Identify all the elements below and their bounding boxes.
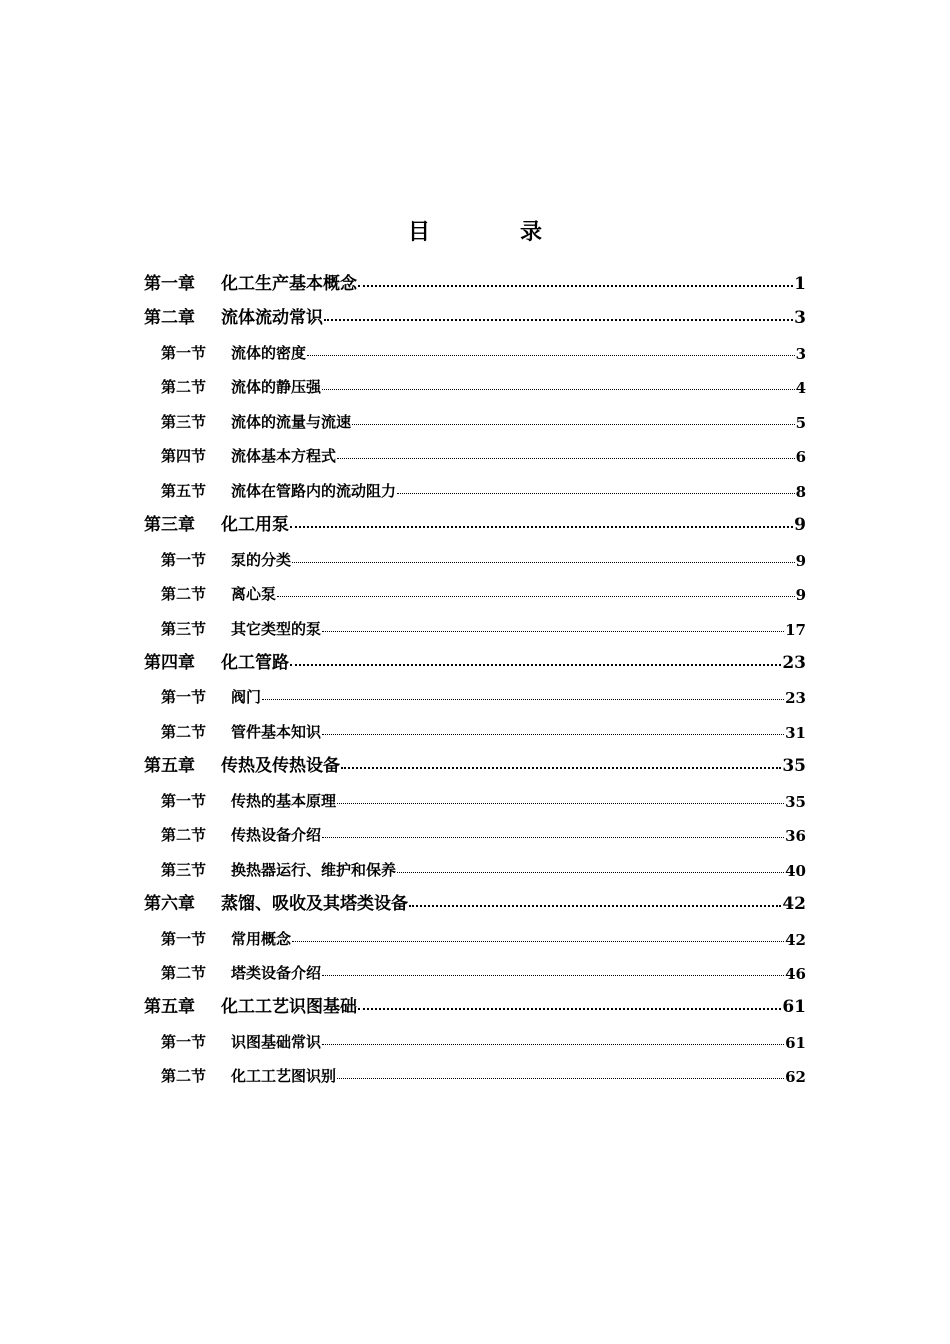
entry-title: 流体基本方程式 — [231, 447, 337, 466]
entry-title: 化工工艺识图基础 — [221, 997, 357, 1018]
toc-chapter-entry[interactable] — [144, 882, 806, 914]
entry-title: 其它类型的泵 — [231, 619, 322, 638]
toc-chapter-entry[interactable] — [144, 744, 806, 776]
toc-section-entry[interactable] — [161, 710, 806, 742]
entry-title: 传热的基本原理 — [231, 791, 337, 810]
dot-leader — [357, 985, 782, 1017]
entry-page-number: 1 — [794, 274, 806, 294]
toc-chapter-entry[interactable] — [144, 985, 806, 1017]
dot-leader — [396, 469, 796, 501]
entry-number: 第二节 — [161, 964, 207, 982]
entry-title: 常用概念 — [231, 929, 292, 948]
entry-number: 第二节 — [161, 378, 207, 397]
toc-section-entry[interactable] — [161, 607, 806, 639]
entry-page-number: 42 — [782, 894, 806, 915]
entry-number: 第四章 — [144, 652, 195, 673]
dot-leader — [289, 641, 782, 673]
entry-number: 第五节 — [161, 481, 207, 500]
entry-number: 第三节 — [161, 619, 207, 638]
entry-number: 第二节 — [161, 722, 207, 741]
entry-number: 第五章 — [144, 997, 195, 1018]
entry-title: 传热设备介绍 — [231, 826, 322, 845]
entry-page-number: 46 — [785, 965, 806, 983]
toc-section-entry[interactable] — [161, 572, 806, 604]
toc-chapter-entry[interactable] — [144, 296, 806, 328]
entry-page-number: 23 — [782, 652, 806, 673]
entry-number: 第三节 — [161, 412, 207, 431]
entry-title: 流体在管路内的流动阻力 — [231, 481, 397, 500]
entry-title: 化工生产基本概念 — [221, 274, 357, 294]
entry-title: 阀门 — [231, 688, 262, 707]
entry-number: 第一节 — [161, 929, 207, 948]
entry-title: 化工工艺图识别 — [231, 1067, 337, 1086]
toc-section-entry[interactable] — [161, 779, 806, 811]
entry-number: 第五章 — [144, 756, 195, 777]
toc-title-left: 目 — [407, 219, 430, 245]
entry-title: 化工用泵 — [221, 515, 289, 536]
entry-number: 第四节 — [161, 447, 207, 466]
toc-section-entry[interactable] — [161, 848, 806, 880]
dot-leader — [396, 848, 785, 880]
entry-title: 换热器运行、维护和保养 — [231, 860, 397, 879]
toc-section-entry[interactable] — [161, 1020, 806, 1052]
dot-leader — [408, 882, 782, 914]
toc-chapter-entry[interactable] — [144, 503, 806, 535]
dot-leader — [291, 538, 796, 570]
entry-page-number: 3 — [794, 308, 806, 329]
dot-leader — [357, 262, 794, 294]
entry-page-number: 9 — [794, 515, 806, 536]
dot-leader — [261, 675, 785, 707]
entry-page-number: 61 — [785, 1033, 806, 1052]
dot-leader — [336, 779, 785, 811]
entry-title: 离心泵 — [231, 585, 277, 604]
entry-number: 第一节 — [161, 688, 207, 707]
entry-page-number: 62 — [785, 1068, 806, 1087]
toc-section-entry[interactable] — [161, 331, 806, 363]
toc-chapter-entry[interactable] — [144, 641, 806, 673]
entry-page-number: 5 — [795, 413, 806, 432]
entry-page-number: 3 — [795, 344, 806, 363]
entry-number: 第一节 — [161, 1032, 207, 1051]
entry-title: 流体的密度 — [231, 343, 307, 362]
entry-number: 第一章 — [144, 274, 195, 294]
dot-leader — [323, 296, 794, 328]
entry-number: 第六章 — [144, 894, 195, 915]
dot-leader — [321, 951, 785, 983]
entry-page-number: 42 — [785, 930, 806, 949]
entry-title: 传热及传热设备 — [221, 756, 340, 777]
entry-page-number: 8 — [795, 482, 806, 501]
entry-number: 第三节 — [161, 860, 207, 879]
entry-number: 第一节 — [161, 550, 207, 569]
toc-section-entry[interactable] — [161, 951, 806, 983]
toc-section-entry[interactable] — [161, 538, 806, 570]
toc-title — [0, 214, 950, 250]
entry-title: 化工管路 — [221, 652, 289, 673]
entry-number: 第二节 — [161, 585, 207, 604]
dot-leader — [321, 710, 785, 742]
entry-page-number: 9 — [795, 551, 806, 570]
entry-title: 塔类设备介绍 — [231, 964, 322, 982]
toc-section-entry[interactable] — [161, 365, 806, 397]
entry-title: 流体的静压强 — [231, 378, 322, 397]
toc-section-entry[interactable] — [161, 813, 806, 845]
dot-leader — [306, 331, 796, 363]
dot-leader — [321, 607, 785, 639]
entry-title: 识图基础常识 — [231, 1032, 322, 1051]
dot-leader — [351, 400, 796, 432]
toc-section-entry[interactable] — [161, 917, 806, 949]
dot-leader — [340, 744, 782, 776]
entry-title: 流体流动常识 — [221, 308, 323, 329]
dot-leader — [321, 1020, 785, 1052]
toc-chapter-entry[interactable] — [144, 262, 806, 294]
dot-leader — [321, 365, 796, 397]
entry-page-number: 40 — [785, 861, 806, 880]
dot-leader — [291, 917, 785, 949]
entry-number: 第二节 — [161, 1067, 207, 1086]
entry-number: 第一节 — [161, 791, 207, 810]
entry-page-number: 4 — [795, 379, 806, 398]
entry-number: 第三章 — [144, 515, 195, 536]
entry-title: 管件基本知识 — [231, 722, 322, 741]
entry-title: 流体的流量与流速 — [231, 412, 352, 431]
entry-number: 第二节 — [161, 826, 207, 845]
entry-page-number: 61 — [782, 997, 806, 1018]
entry-page-number: 35 — [785, 792, 806, 811]
toc-title-right: 录 — [520, 219, 543, 245]
entry-page-number: 36 — [785, 827, 806, 846]
entry-title: 泵的分类 — [231, 550, 292, 569]
dot-leader — [321, 813, 785, 845]
entry-number: 第二章 — [144, 308, 195, 329]
entry-page-number: 6 — [795, 448, 806, 467]
entry-page-number: 31 — [785, 723, 806, 742]
entry-number: 第一节 — [161, 343, 207, 362]
toc-section-entry[interactable] — [161, 400, 806, 432]
entry-title: 蒸馏、吸收及其塔类设备 — [221, 894, 408, 915]
entry-page-number: 35 — [782, 756, 806, 777]
toc-section-entry[interactable] — [161, 1054, 806, 1086]
toc-section-entry[interactable] — [161, 469, 806, 501]
entry-page-number: 17 — [785, 620, 806, 639]
dot-leader — [336, 434, 796, 466]
dot-leader — [276, 572, 796, 604]
dot-leader — [336, 1054, 785, 1086]
dot-leader — [289, 503, 794, 535]
toc-section-entry[interactable] — [161, 675, 806, 707]
toc-section-entry[interactable] — [161, 434, 806, 466]
entry-page-number: 23 — [785, 689, 806, 708]
entry-page-number: 9 — [795, 586, 806, 605]
